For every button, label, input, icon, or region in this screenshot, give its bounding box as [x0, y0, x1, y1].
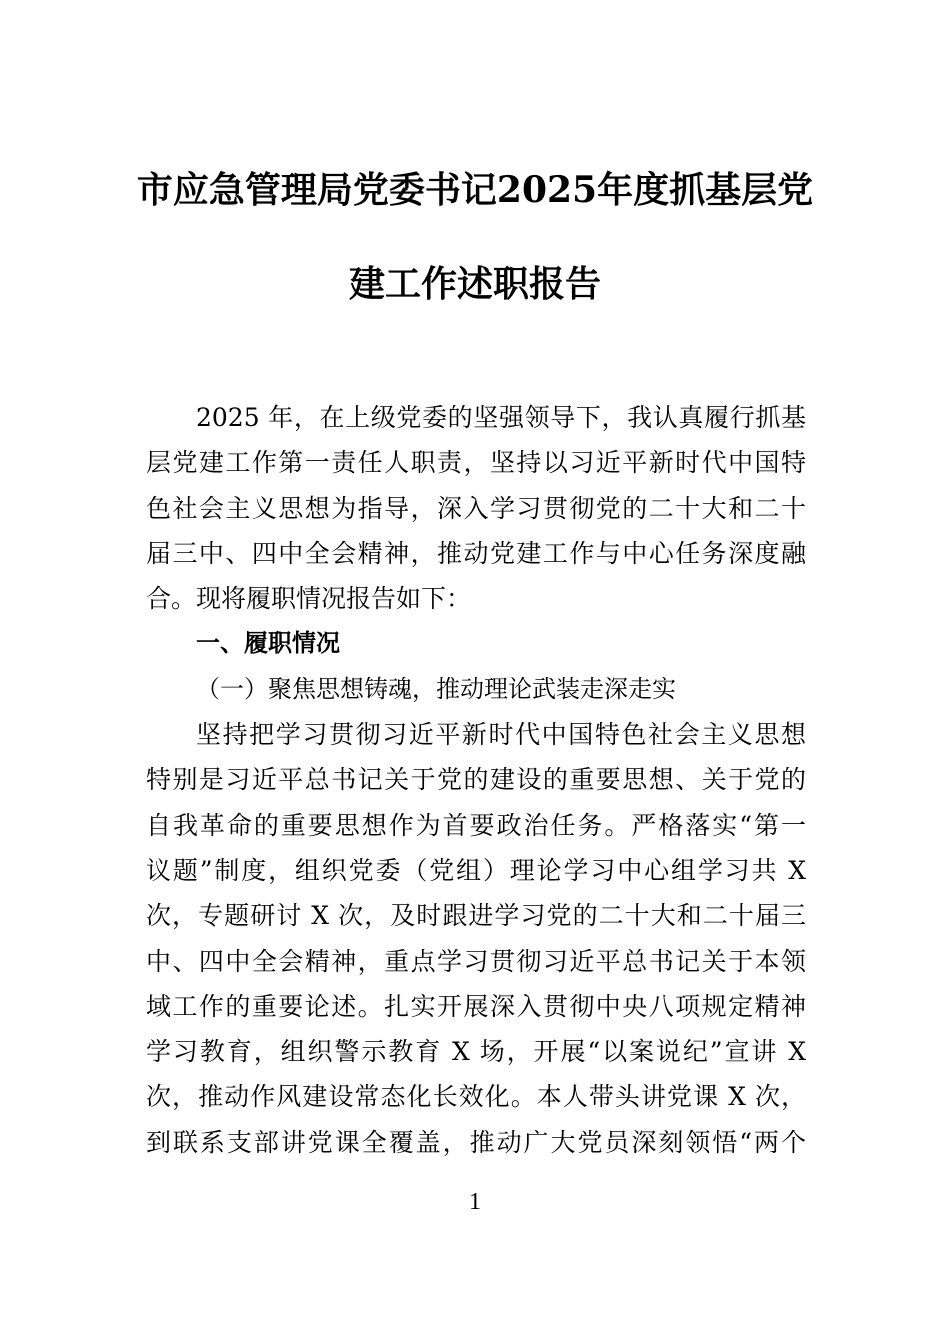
- paragraph-line-4: 议题”制度，组织党委（党组）理论学习中心组学习共 X: [146, 855, 806, 885]
- paragraph-line-8: 学习教育，组织警示教育 X 场，开展“以案说纪”宣讲 X: [146, 1037, 806, 1067]
- paragraph-line-9: 次，推动作风建设常态化长效化。本人带头讲党课 X 次，: [146, 1082, 806, 1112]
- title-line-1: 市应急管理局党委书记2025年度抓基层党: [136, 169, 814, 211]
- intro-line-3: 色社会主义思想为指导，深入学习贯彻党的二十大和二十: [146, 493, 806, 523]
- intro-line-2: 层党建工作第一责任人职责，坚持以习近平新时代中国特: [146, 448, 806, 478]
- paragraph-line-3: 自我革命的重要思想作为首要政治任务。严格落实“第一: [146, 810, 806, 840]
- paragraph-line-7: 域工作的重要论述。扎实开展深入贯彻中央八项规定精神: [146, 991, 806, 1021]
- subsection-heading: （一）聚焦思想铸魂，推动理论武装走深走实: [196, 674, 676, 703]
- document-title: [120, 166, 830, 308]
- section-heading: 一、履职情况: [196, 629, 340, 658]
- paragraph-line-6: 中、四中全会精神，重点学习贯彻习近平总书记关于本领: [146, 946, 806, 976]
- paragraph-line-5: 次，专题研讨 X 次，及时跟进学习党的二十大和二十届三: [146, 901, 806, 931]
- paragraph-line-10: 到联系支部讲党课全覆盖，推动广大党员深刻领悟“两个: [146, 1127, 806, 1157]
- intro-line-5: 合。现将履职情况报告如下：: [146, 584, 472, 614]
- page-number: 1: [469, 1189, 481, 1215]
- intro-line-4: 届三中、四中全会精神，推动党建工作与中心任务深度融: [146, 538, 806, 568]
- document-body: [146, 395, 806, 1165]
- title-line-2: 建工作述职报告: [348, 263, 601, 305]
- paragraph-line-1: 坚持把学习贯彻习近平新时代中国特色社会主义思想: [196, 720, 806, 750]
- paragraph-line-2: 特别是习近平总书记关于党的建设的重要思想、关于党的: [146, 765, 806, 795]
- intro-line-1: 2025 年，在上级党委的坚强领导下，我认真履行抓基: [196, 403, 806, 432]
